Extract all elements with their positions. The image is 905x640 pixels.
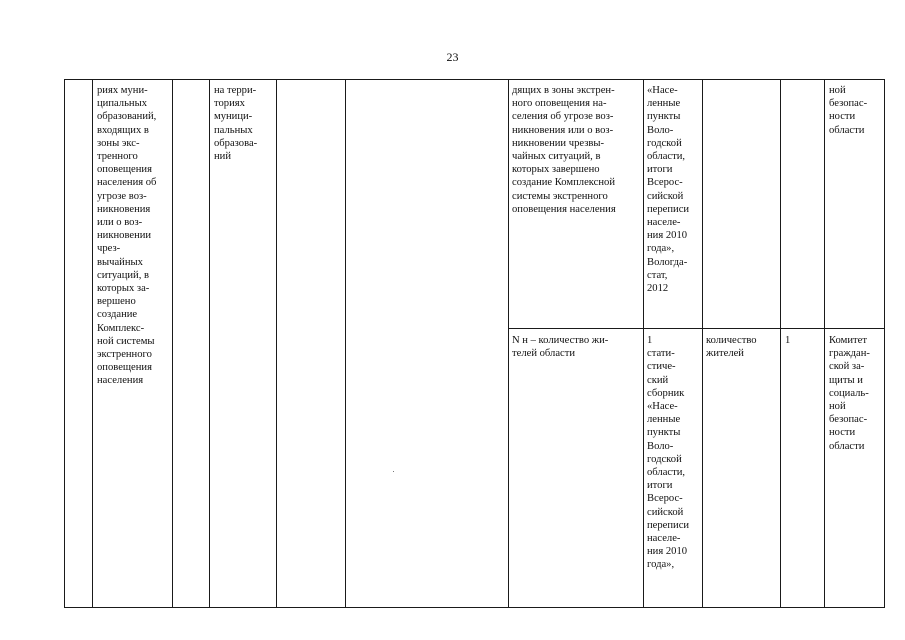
cell-col11-bottom: Комитет граждан- ской за- щиты и социаль- ной безопас- ности области — [829, 335, 870, 452]
cell-col9-bottom: количество жителей — [706, 335, 757, 360]
cell-col4-top: на терри- ториях муници- пальных образова- ний — [214, 85, 258, 163]
page-number: 23 — [446, 50, 459, 64]
cell-col11-top: ной безопас- ности области — [829, 85, 868, 136]
cell-col10-bottom: 1 — [785, 335, 791, 346]
cell-col7-top: дящих в зоны экстрен- ного оповещения на- селения об угрозе воз- никновения или о воз- никновении чрезвы- чайных ситуаций, в которых завершено создание Комплексной системы экстренного оповещения населения — [512, 85, 616, 215]
cell-col7-bottom: N н – количество жи- телей области — [512, 335, 609, 360]
cell-col2-top: риях муни- ципальных образований, входящих в зоны экс- тренного оповещения населения об угрозе воз- никновения или о воз- никновении чрез- вычайных ситуаций, в которых за- вершено создание Комплекс- ной системы экстренного оповещения населения — [97, 85, 157, 387]
cell-col8-bottom: 1 стати- стиче- ский сборник «Насе- ленные пункты Воло- годской области, итоги Всерос- сийской переписи населе- ния 2010 года», — [647, 335, 690, 571]
cell-col8-top: «Насе- ленные пункты Воло- годской области, итоги Всерос- сийской переписи населе- ния 2010 года», Вологда- стат, 2012 — [647, 85, 690, 295]
scan-speck — [393, 471, 394, 472]
